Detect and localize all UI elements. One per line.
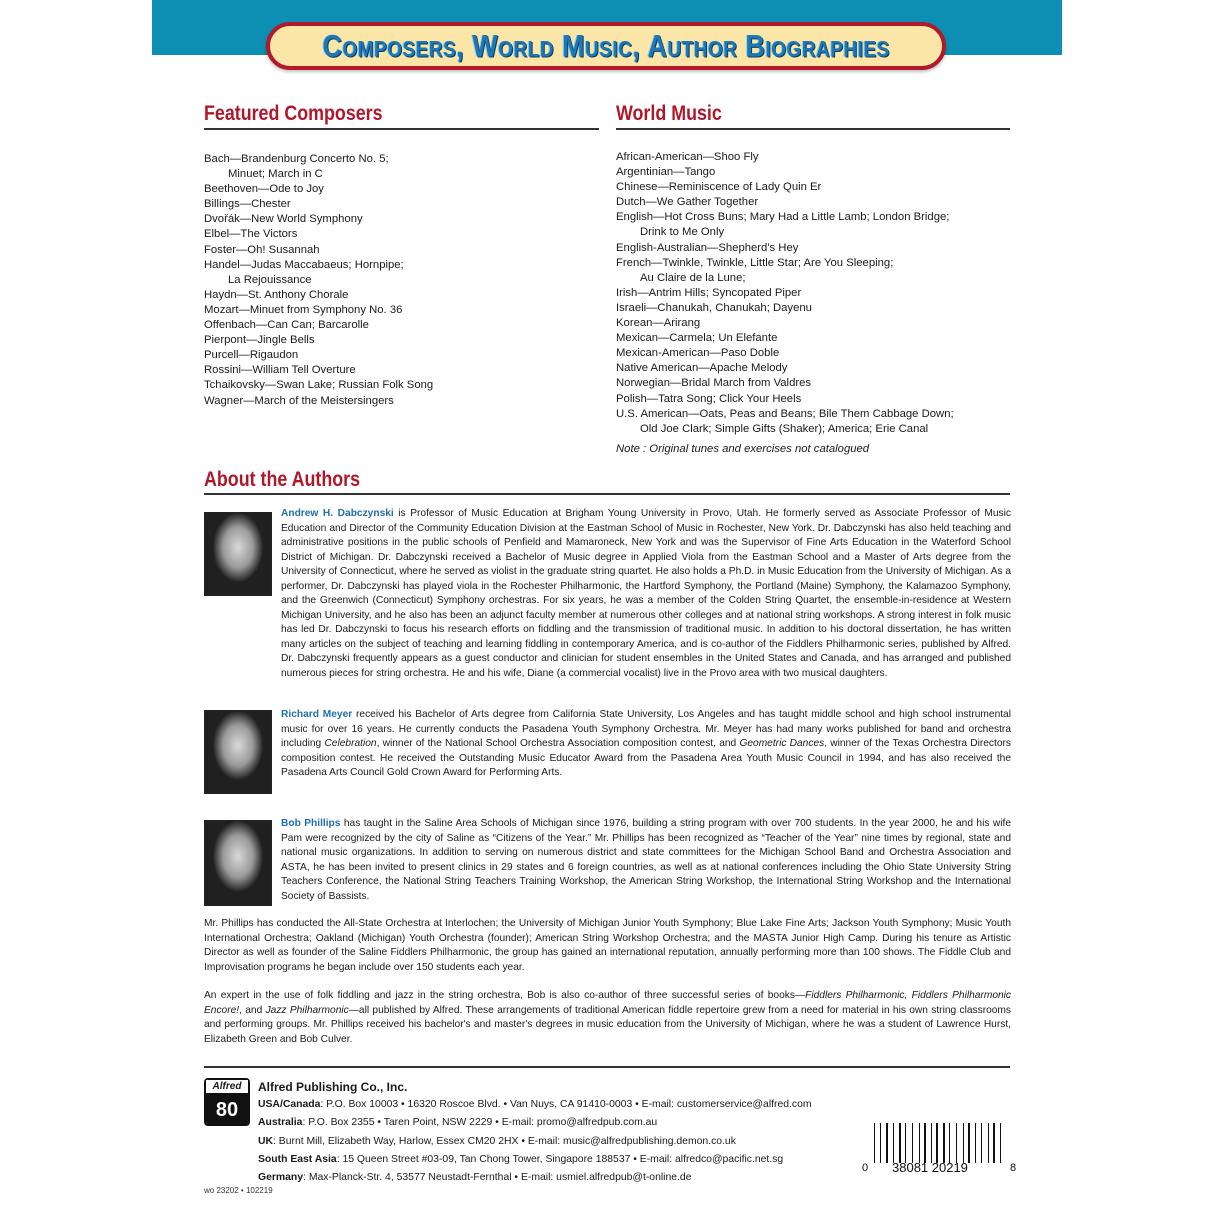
- composer-item: Bach—Brandenburg Concerto No. 5;: [204, 153, 389, 165]
- world-music-heading: World Music: [616, 102, 722, 125]
- about-authors-rule: [204, 493, 1010, 495]
- world-music-item: Drink to Me Only: [640, 226, 725, 239]
- office-line: [258, 1133, 812, 1151]
- author-name-meyer: Richard Meyer: [281, 709, 353, 720]
- world-music-item: Chinese—Reminiscence of Lady Quin Er: [616, 181, 822, 194]
- office-region: UK: [258, 1135, 274, 1147]
- world-music-item: Norwegian—Bridal March from Valdres: [616, 377, 812, 390]
- barcode: [874, 1123, 1004, 1163]
- composer-item: Tchaikovsky—Swan Lake; Russian Folk Song: [204, 379, 434, 392]
- composer-item: Purcell—Rigaudon: [204, 349, 299, 362]
- composer-item: Elbel—The Victors: [204, 228, 298, 241]
- world-music-rule: [616, 128, 1010, 130]
- world-music-item: Dutch—We Gather Together: [616, 196, 759, 209]
- barcode-left-digit: 0: [862, 1162, 869, 1174]
- publisher-name: Alfred Publishing Co., Inc.: [258, 1080, 408, 1094]
- world-music-item: Argentinian—Tango: [616, 166, 716, 179]
- title-pill: [266, 22, 946, 70]
- world-music-note: Note : Original tunes and exercises not catalogued: [616, 443, 870, 455]
- office-region: Germany: [258, 1172, 304, 1184]
- publisher-offices: [258, 1096, 812, 1187]
- world-music-item: Polish—Tatra Song; Click Your Heels: [616, 392, 802, 405]
- composer-item: Mozart—Minuet from Symphony No. 36: [204, 303, 403, 316]
- composer-item: Beethoven—Ode to Joy: [204, 183, 324, 196]
- composer-item: Rossini—William Tell Overture: [204, 364, 356, 377]
- composer-item: Offenbach—Can Can; Barcarolle: [204, 319, 369, 332]
- office-line: [258, 1114, 812, 1132]
- office-address: : Max-Planck-Str. 4, 53577 Neustadt-Fernthal • E-mail: usmiel.alfredpub@t-online.de: [303, 1172, 692, 1184]
- world-music-item: U.S. American—Oats, Peas and Beans; Bile Them Cabbage Down;: [616, 407, 954, 420]
- office-address: : P.O. Box 10003 • 16320 Roscoe Blvd. • Van Nuys, CA 91410-0003 • E-mail: customerservice@alfred.com: [320, 1099, 812, 1111]
- composers-list: [204, 152, 599, 409]
- composer-item: Handel—Judas Maccabaeus; Hornpipe;: [204, 258, 404, 271]
- composer-item: Wagner—March of the Meistersingers: [204, 394, 394, 407]
- composer-item: Dvořák—New World Symphony: [204, 213, 363, 226]
- catalog-code: wo 23202 • 102219: [204, 1186, 273, 1195]
- composer-item: Pierpont—Jingle Bells: [204, 334, 315, 347]
- world-music-list: [616, 150, 1016, 437]
- office-region: Australia: [258, 1117, 303, 1129]
- bio-dabczynski: Andrew H. Dabczynski is Professor of Music Education at Brigham Young University in Provo, Utah. He formerly served as Associate Professor of Music Education and Director of the Community Education Division at the Eastman School of Music in Rochester, New York. Dr. Dabczynski has also held teaching and administrative positions in the public schools of Penfield and Mamaroneck, New York and was the Supervisor of Fine Arts Education in the Waterford School District of Michigan. Dr. Dabczynski received a Bachelor of Music degree in Applied Viola from the Eastman School and a Master of Arts degree from the University of Connecticut, where he served as violist in the graduate string quartet. He also holds a Ph.D. in Music Education from the University of Michigan. As a performer, Dr. Dabczynski has played viola in the Rochester Philharmonic, the Hartford Symphony, the Portland (Maine) Symphony, the Kalamazoo Symphony, and the Greenwich (Connecticut) Symphony orchestras. For six years, he was a member of the Colden String Quartet, the ensemble-in-residence at Western Michigan University, and he also has been an adjunct faculty member at numerous other colleges and at national string workshops. A strong interest in folk music has led Dr. Dabczynski to focus his research efforts on fiddling and the transmission of traditional music. In addition to his doctoral dissertation, he has written many articles on the subject of teaching and learning fiddling in contemporary America, and is co-author of the Fiddlers Philharmonic series, published by Alfred. Dr. Dabczynski frequently appears as a guest conductor and clinician for student ensembles in the United States and Canada, and has arranged and published numerous pieces for string orchestra. He and his wife, Diane (a commercial vocalist) live in the Provo area with two musical daughters.: [281, 508, 1011, 679]
- world-music-item: English—Hot Cross Buns; Mary Had a Little Lamb; London Bridge;: [616, 211, 950, 224]
- world-music-item: Korean—Arirang: [616, 317, 701, 330]
- alfred-logo: [204, 1078, 250, 1126]
- alfred-logo-mark: 80: [206, 1095, 248, 1125]
- world-music-item: French—Twinkle, Twinkle, Little Star; Are You Sleeping;: [616, 256, 894, 269]
- featured-composers-rule: [204, 128, 599, 130]
- world-music-item: Irish—Antrim Hills; Syncopated Piper: [616, 286, 802, 299]
- office-line: [258, 1151, 812, 1169]
- office-address: : 15 Queen Street #03-09, Tan Chong Tower, Singapore 188537 • E-mail: alfredco@pacific.net.sg: [336, 1153, 784, 1165]
- world-music-item: Au Claire de la Lune;: [640, 271, 746, 284]
- about-authors-heading: About the Authors: [204, 468, 361, 491]
- world-music-item: Native American—Apache Melody: [616, 362, 788, 375]
- world-music-item: Mexican—Carmela; Un Elefante: [616, 332, 778, 345]
- alfred-logo-text: Alfred: [206, 1080, 248, 1095]
- composer-item: La Rejouissance: [228, 273, 312, 286]
- author-name-dabczynski: Andrew H. Dabczynski: [281, 508, 394, 519]
- world-music-item: Mexican-American—Paso Doble: [616, 347, 780, 360]
- office-region: South East Asia: [258, 1153, 337, 1165]
- composer-item: Minuet; March in C: [228, 168, 323, 181]
- world-music-item: Israeli—Chanukah, Chanukah; Dayenu: [616, 301, 812, 314]
- office-region: USA/Canada: [258, 1099, 321, 1111]
- office-line: [258, 1096, 812, 1114]
- author-photo-meyer: [204, 710, 272, 794]
- author-photo-dabczynski: [204, 512, 272, 596]
- world-music-item: Old Joe Clark; Simple Gifts (Shaker); America; Erie Canal: [640, 422, 929, 435]
- bio-phillips: Bob Phillips has taught in the Saline Area Schools of Michigan since 1976, building a string program with over 700 students. In the year 2000, he and his wife Pam were recognized by the city of Saline as “Citizens of the Year.” Mr. Phillips has been recognized as “Teacher of the Year” nine times by regional, state and national music organizations. In addition to serving on numerous district and state committees for the Michigan School Band and Orchestra Association and ASTA, he has been invited to present clinics in 29 states and 6 foreign countries, as well as at national conferences including the Ohio State University String Teachers Conference, the National String Teachers Training Workshop, the American String Workshop, the International String Workshop and the International Society of Bassists.: [281, 818, 1011, 902]
- publisher-info: [258, 1078, 812, 1187]
- author-photo-phillips: [204, 820, 272, 906]
- barcode-right-digit: 8: [1010, 1162, 1017, 1174]
- world-music-item: African-American—Shoo Fly: [616, 151, 759, 163]
- page-title: Composers, World Music, Author Biographies: [322, 28, 890, 63]
- office-address: : P.O. Box 2355 • Taren Point, NSW 2229 • E-mail: promo@alfredpub.com.au: [302, 1117, 658, 1129]
- bio-phillips-para3: An expert in the use of folk fiddling and jazz in the string orchestra, Bob is also co-author of three successful series of books—Fiddlers Philharmonic, Fiddlers Philharmonic Encore!, and Jazz Philharmonic—all published by Alfred. These arrangements of traditional American fiddle repertoire grew from a need for material in his own string classrooms and performing groups. Mr. Phillips received his bachelor's and master's degrees in music education from the University of Michigan, where he was a student of Lawrence Hurst, Elizabeth Green and Bob Culver.: [204, 990, 1012, 1045]
- office-address: : Burnt Mill, Elizabeth Way, Harlow, Essex CM20 2HX • E-mail: music@alfredpublishing.demon.co.uk: [273, 1135, 736, 1147]
- footer-rule: [204, 1066, 1010, 1068]
- composer-item: Haydn—St. Anthony Chorale: [204, 288, 349, 301]
- bio-phillips-para2: Mr. Phillips has conducted the All-State Orchestra at Interlochen; the University of Michigan Junior Youth Symphony; Blue Lake Fine Arts; Jackson Youth Symphony; Music Youth International Orchestra; Oakland (Michigan) Youth Orchestra (founder); American String Workshop Orchestra; and the MASTA Junior High Camp. During his tenure as Artistic Director as well as founder of the Saline Fiddlers Philharmonic, the group has gained an international reputation, annually performing more than 100 shows. The Fiddle Club and Improvisation programs he began include over 150 students each year.: [204, 918, 1011, 973]
- composer-item: Billings—Chester: [204, 198, 291, 211]
- barcode-number: 38081 20219: [892, 1160, 968, 1175]
- composer-item: Foster—Oh! Susannah: [204, 243, 320, 256]
- bio-meyer: Richard Meyer received his Bachelor of Arts degree from California State University, Los Angeles and has taught middle school and high school instrumental music for over 16 years. He currently conducts the Pasadena Youth Symphony Orchestra. Mr. Meyer has had many works published for band and orchestra including Celebration, winner of the National School Orchestra Association composition contest, and Geometric Dances, winner of the Texas Orchestra Directors composition contest. He received the Outstanding Music Educator Award from the Pasadena Area Youth Music Council in 1994, and has also received the Pasadena Arts Council Gold Crown Award for Performing Arts.: [281, 709, 1011, 778]
- featured-composers-heading: Featured Composers: [204, 102, 383, 125]
- world-music-item: English-Australian—Shepherd's Hey: [616, 241, 799, 254]
- author-name-phillips: Bob Phillips: [281, 818, 341, 829]
- office-line: [258, 1169, 812, 1187]
